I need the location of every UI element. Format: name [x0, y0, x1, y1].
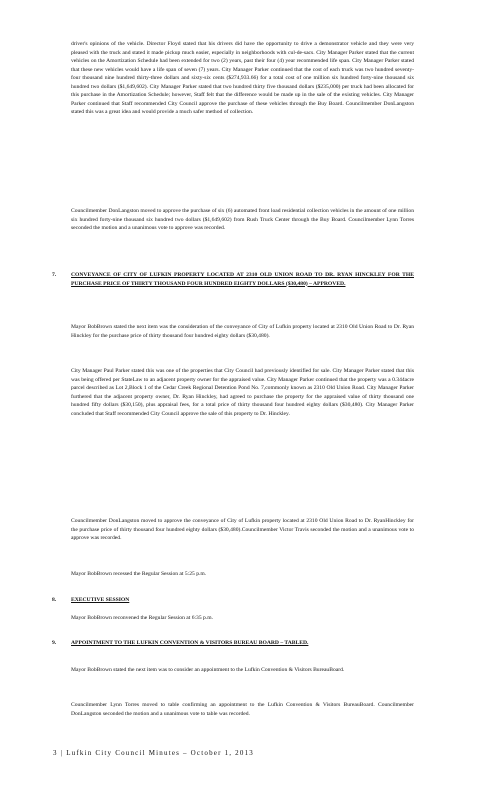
paragraph-vehicle-motion: Councilmember DonLangston moved to approve the purchase of six (6) automated front load residential collection vehicles in the amount of one million six hundred forty-nine thousand six hundred two dollars ($1,649,602) from Rush Truck Center through the Buy Board. Councilmember Lynn Torres seconded the motion and a unanimous vote to approve was recorded.	[71, 208, 414, 232]
page-footer: 3 | Lufkin City Council Minutes – October 1, 2013	[53, 749, 254, 757]
paragraph-appointment-intro: Mayor BobBrown stated the next item was to consider an appointment to the Lufkin Convention & Visitors BureauBoard.	[71, 667, 345, 673]
item-9-title: APPOINTMENT TO THE LUFKIN CONVENTION & VISITORS BUREAU BOARD – TABLED.	[71, 640, 309, 646]
item-7-title: CONVEYANCE OF CITY OF LUFKIN PROPERTY LOCATED AT 2310 OLD UNION ROAD TO DR. RYAN HINCKLEY FOR THE PURCHASE PRICE OF THIRTY THOUSAND FOUR HUNDRED EIGHTY DOLLARS ($30,480) – APPROVED.	[71, 272, 414, 287]
item-9-number: 9.	[52, 640, 57, 646]
item-8-number: 8.	[52, 597, 57, 603]
paragraph-vehicle-discussion: driver's opinions of the vehicle. Director Floyd stated that his drivers did have the opportunity to drive a demonstrator vehicle and they were very pleased with the truck and stated it made pickup much easier, especially in neighborhoods with cul-de-sacs. City Manager Parker stated that the current vehicles on the Amortization Schedule had been extended for two (2) years, past their four (4) year recommended life span. City Manager Parker stated that these new vehicles would have a life span of seven (7) years. City Manager Parker continued that the cost of each truck was two hundred seventy-four thousand nine hundred thirty-three dollars and sixty-six cents ($274,933.66) for a total cost of one million six hundred forty-nine thousand six hundred two dollars ($1,649,602). City Manager Parker stated that two hundred thirty five thousand dollars ($235,000) per truck had been allocated for this purchase in the Amortization Schedule; however, Staff felt that the difference would be made up in the sale of the existing vehicles. City Manager Parker continued that Staff recommended City Council approve the purchase of these vehicles through the Buy Board. Councilmember DonLangston stated this was a great idea and would provide a much safer method of collection.	[71, 41, 414, 116]
paragraph-conveyance-intro: Mayor BobBrown stated the next item was the consideration of the conveyance of City of Lufkin property located at 2310 Old Union Road to Dr. Ryan Hinckley for the purchase price of thirty thousand four hundred eighty dollars ($30,480).	[71, 324, 414, 339]
paragraph-appointment-motion: Councilmember Lynn Torres moved to table confirming an appointment to the Lufkin Convention & Visitors BureauBoard. Councilmember DonLangston seconded the motion and a unanimous vote to table was recorded.	[71, 702, 414, 717]
paragraph-conveyance-motion: Councilmember DonLangston moved to approve the conveyance of City of Lufkin property located at 2310 Old Union Road to Dr. RyanHinckley for the purchase price of thirty thousand four hundred eighty dollars ($30,480).Councilmember Victor Travis seconded the motion and a unanimous vote to approve was recorded.	[71, 518, 414, 542]
item-8-title: EXECUTIVE SESSION	[71, 597, 130, 603]
paragraph-conveyance-discussion: City Manager Paul Parker stated this was one of the properties that City Council had previously identified for sale. City Manager Parker stated that this was being offered per StateLaw to an adjacent property owner for the appraised value. City Manager Parker continued that the property was a 0.344acre parcel described as Lot 2,Block 1 of the Cedar Creek Regional Detention Pond No. 7,commonly known as 2310 Old Union Road. City Manager Parker furthered that the adjacent property owner, Dr. Ryan Hinckley, had agreed to purchase the property for the appraised value of thirty thousand one hundred fifty dollars ($30,150), plus appraisal fees, for a total price of thirty thousand four hundred eighty dollars ($30,480). City Manager Parker concluded that Staff recommended City Council approve the sale of this property to Dr. Hinckley.	[71, 368, 414, 417]
paragraph-recess: Mayor BobBrown recessed the Regular Session at 5:25 p.m.	[71, 571, 207, 577]
paragraph-reconvene: Mayor BobBrown reconvened the Regular Session at 6:35 p.m.	[71, 615, 213, 621]
item-7-number: 7.	[52, 272, 57, 278]
